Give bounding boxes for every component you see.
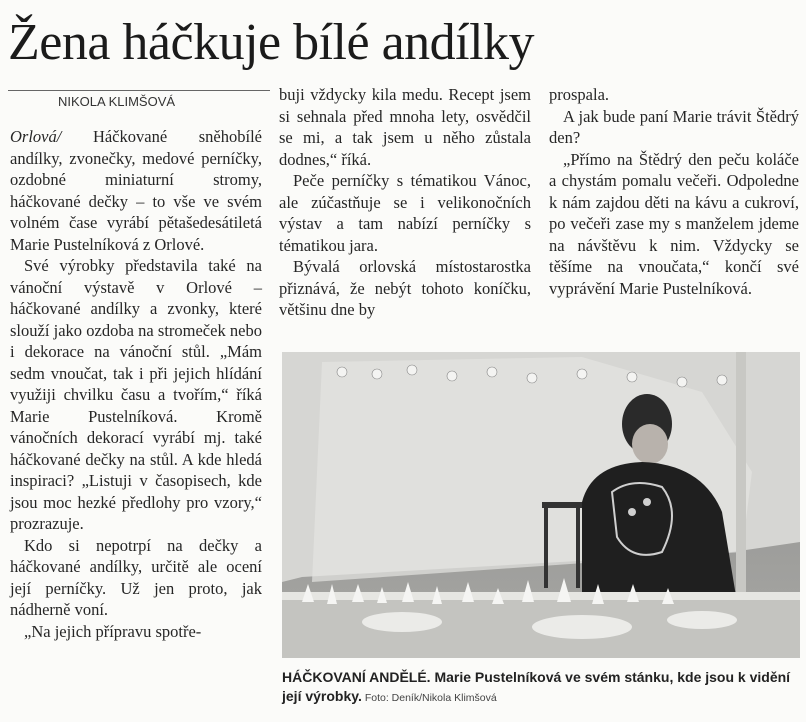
- article-column-1: [10, 126, 262, 642]
- paragraph: Peče perníčky s tématikou Vánoc, ale zúčastňuje se i velikonočních výstav a tam nabízí perníčky s tématikou jara.: [279, 171, 531, 255]
- paragraph: Své výrobky představila také na vánoční výstavě v Orlové – háčkované andílky a zvonky, které slouží jako ozdoba na stromeček nebo i dekorace na vánoční stůl. „Mám sedm vnoučat, tak i při jejich hlídání využiji chvilku času a tvořím,“ říká Marie Pustelníková. Kromě vánočních dekorací vyrábí mj. také háčkované dečky na stůl. A kde hledá inspiraci? „Listuji v časopisech, kde jsou moc hezké předlohy pro vzory,“ prozrazuje.: [10, 256, 262, 533]
- article-photo: [282, 352, 800, 658]
- caption-label: HÁČKOVANÍ ANDĚLÉ.: [282, 669, 431, 685]
- article-column-2: [279, 84, 531, 321]
- headline: Žena háčkuje bílé andílky: [8, 14, 535, 71]
- paragraph: „Přímo na Štědrý den peču koláče a chystám pomalu večeři. Odpoledne k nám zajdou děti na kávu a cukroví, po večeři zase my s manželem jdeme na návštěvu k nim. Vždycky se těšíme na vnoučata,“ končí své vyprávění Marie Pustelníková.: [549, 149, 799, 298]
- paragraph: buji vždycky kila medu. Recept jsem si sehnala před mnoha lety, osvědčil se mi, a tak jsem u něho zůstala dodnes,“ říká.: [279, 85, 531, 169]
- paragraph: prospala.: [549, 85, 610, 104]
- caption-text: Marie Pustelníková ve svém stánku, kde jsou k vidění její výrobky.: [282, 669, 791, 704]
- paragraph: „Na jejich přípravu spotře-: [24, 621, 202, 641]
- photo-credit: Foto: Deník/Nikola Klimšová: [361, 692, 497, 704]
- paragraph-text: Háčkované sněhobílé andílky, zvonečky, medové perníčky, ozdobné miniaturní stromy, háčkované dečky – to vše ve svém volném čase vyrábí pětašedesátiletá Marie Pustelníková z Orlové.: [10, 127, 262, 254]
- paragraph: A jak bude paní Marie trávit Štědrý den?: [549, 106, 799, 147]
- dateline: Orlová/: [10, 127, 62, 146]
- paragraph: [10, 126, 262, 255]
- photo-illustration: [282, 352, 800, 658]
- paragraph: Kdo si nepotrpí na dečky a háčkované andílky, určitě ale ocení její perníčky. Už jen proto, jak nádherně voní.: [10, 535, 262, 619]
- article-column-3: [549, 84, 799, 299]
- photo-caption: [282, 668, 800, 708]
- byline: NIKOLA KLIMŠOVÁ: [8, 90, 270, 109]
- paragraph: Bývalá orlovská místostarostka přiznává, že nebýt tohoto koníčku, většinu dne by: [279, 257, 531, 319]
